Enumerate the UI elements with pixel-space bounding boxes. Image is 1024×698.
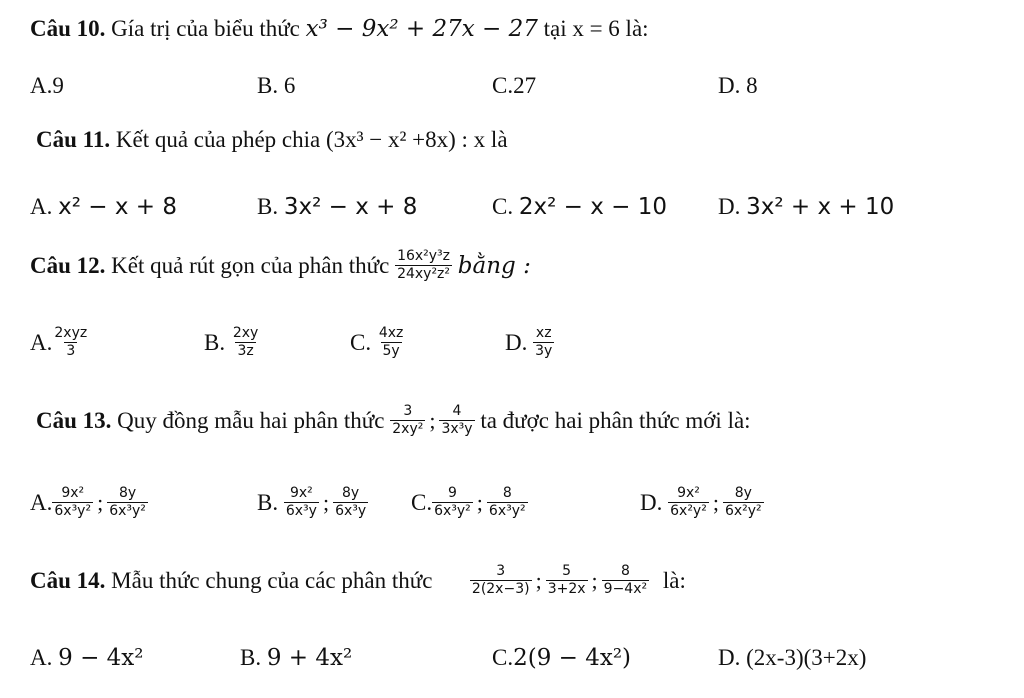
fraction-numerator: 4xz [378,325,404,341]
question-13 [36,404,751,438]
q12-option-c[interactable] [350,326,405,360]
option-value: (2x-3)(3+2x) [746,645,867,670]
separator: ; [535,567,542,593]
q14-option-c[interactable] [492,645,631,671]
separator: ; [476,489,483,515]
fraction-denominator: 2xy² [392,421,424,438]
fraction-numerator: 8y [118,485,137,501]
option-letter: C. [492,73,514,98]
option-letter: D. [718,73,741,98]
question-13-label: Câu 13. [36,407,112,433]
question-10 [30,16,649,42]
option-value: 27 [513,73,537,98]
question-14-label: Câu 14. [30,567,106,593]
option-letter: D. [640,489,663,515]
question-12-fraction [395,249,452,283]
option-letter: A. [30,194,53,219]
q14-option-d[interactable] [718,645,866,671]
q14-option-b[interactable] [240,645,352,671]
fraction-numerator: 3 [403,403,413,419]
fraction-numerator: 2xy [232,325,259,341]
q12-option-d[interactable] [505,326,554,360]
fraction-denominator: 3x³y [441,421,473,438]
fraction-denominator: 3+2x [547,581,586,598]
option-letter: C. [492,194,514,219]
fraction-denominator: 6x³y² [109,503,146,520]
q13-option-b[interactable] [257,486,368,520]
separator: ; [429,407,436,433]
question-11-label: Câu 11. [36,127,111,152]
option-letter: C. [411,489,433,515]
q13-option-a[interactable] [30,486,148,520]
question-11-text: Kết quả của phép chia (3x³ − x² +8x) : x là [115,127,508,152]
option-fraction-2 [333,486,368,520]
fraction-numerator: 3 [496,563,506,579]
option-letter: B. [257,73,279,98]
option-letter: D. [505,329,528,355]
q10-option-a[interactable] [30,73,64,99]
question-13-fraction-1 [390,404,425,438]
option-letter: B. [257,489,279,515]
option-fraction-1 [668,486,709,520]
fraction-numerator: 9 [447,485,457,501]
separator: ; [97,489,104,515]
option-fraction-1 [52,486,93,520]
fraction-numerator: 8 [620,563,630,579]
option-fraction-2 [723,486,764,520]
q11-option-b[interactable] [257,194,417,220]
option-letter: A. [30,645,53,670]
option-letter: B. [204,329,226,355]
option-value: 9 [52,73,64,98]
fraction-numerator: 16x²y³z [397,248,451,264]
q11-option-d[interactable] [718,194,894,220]
fraction-numerator: 5 [562,563,572,579]
fraction-denominator: 9−4x² [603,581,648,598]
question-10-label: Câu 10. [30,16,106,41]
question-12-tail: bằng : [457,252,531,279]
separator: ; [322,489,330,515]
fraction-denominator: 24xy²z² [397,266,451,283]
option-value: 2(9 − 4x²) [513,645,632,671]
question-10-text: Gía trị của biểu thức [111,16,300,41]
option-letter: B. [240,645,262,670]
fraction-denominator: 3y [535,343,553,360]
question-14-tail: là: [662,567,686,593]
question-12 [30,249,531,283]
option-letter: C. [492,645,514,670]
fraction-denominator: 6x³y [285,503,317,520]
option-value: x² − x + 8 [58,194,177,220]
question-12-text: Kết quả rút gọn của phân thức [111,252,390,278]
fraction-denominator: 6x³y² [434,503,471,520]
q13-option-d[interactable] [640,486,764,520]
option-letter: A. [30,489,53,515]
option-letter: D. [718,194,741,219]
fraction-numerator: 9x² [61,485,85,501]
q14-option-a[interactable] [30,645,143,671]
fraction-denominator: 2(2x−3) [471,581,530,598]
q12-option-b[interactable] [204,326,260,360]
fraction-denominator: 6x²y² [670,503,707,520]
fraction-denominator: 6x³y² [488,503,526,520]
option-fraction [377,326,406,360]
question-14-fraction-1 [470,564,532,598]
option-letter: D. [718,645,741,670]
question-11 [36,127,508,153]
fraction-numerator: 9x² [677,485,700,501]
option-letter: A. [30,73,53,98]
option-fraction [533,326,554,360]
question-12-label: Câu 12. [30,252,106,278]
option-value: 3x² − x + 8 [283,194,418,220]
question-10-tail: tại x = 6 là: [543,16,649,41]
question-13-text: Quy đồng mẫu hai phân thức [117,407,385,433]
question-13-fraction-2 [439,404,474,438]
fraction-numerator: 4 [452,403,462,419]
q12-option-a[interactable] [30,326,89,360]
option-value: 3x² + x + 10 [746,194,895,220]
q10-option-d[interactable] [718,73,758,99]
q11-option-a[interactable] [30,194,177,220]
fraction-denominator: 6x²y² [724,503,762,520]
question-14-text: Mẫu thức chung của các phân thức [111,567,433,593]
fraction-denominator: 6x³y² [54,503,92,520]
option-value: 6 [283,73,296,98]
fraction-numerator: xz [535,325,552,341]
separator: ; [591,567,598,593]
fraction-denominator: 6x³y [335,503,367,520]
option-value: 8 [746,73,758,98]
q13-option-c[interactable] [411,486,528,520]
q10-option-b[interactable] [257,73,295,99]
option-value: 9 − 4x² [58,645,144,671]
q10-option-c[interactable] [492,73,536,99]
fraction-numerator: 2xyz [54,325,88,341]
option-value: 9 + 4x² [266,645,353,671]
fraction-denominator: 5y [382,343,400,360]
option-fraction-2 [107,486,148,520]
q11-option-c[interactable] [492,194,667,220]
fraction-denominator: 3z [237,343,254,360]
option-value: 2x² − x − 10 [518,194,667,220]
option-fraction-1 [284,486,319,520]
fraction-denominator: 3 [66,343,76,360]
question-14-fraction-3 [602,564,649,598]
option-letter: C. [350,329,372,355]
question-14-fraction-2 [546,564,588,598]
fraction-numerator: 8y [342,485,360,501]
option-letter: A. [30,329,53,355]
question-14 [30,564,686,598]
fraction-numerator: 9x² [289,485,313,501]
question-13-tail: ta được hai phân thức mới là: [480,407,751,433]
separator: ; [712,489,719,515]
option-fraction [231,326,260,360]
fraction-numerator: 8 [502,485,512,501]
question-10-expression: x³ − 9x² + 27x − 27 [305,16,538,42]
fraction-numerator: 8y [734,485,752,501]
option-fraction-2 [487,486,528,520]
option-letter: B. [257,194,279,219]
option-fraction-1 [432,486,473,520]
option-fraction [52,326,89,360]
